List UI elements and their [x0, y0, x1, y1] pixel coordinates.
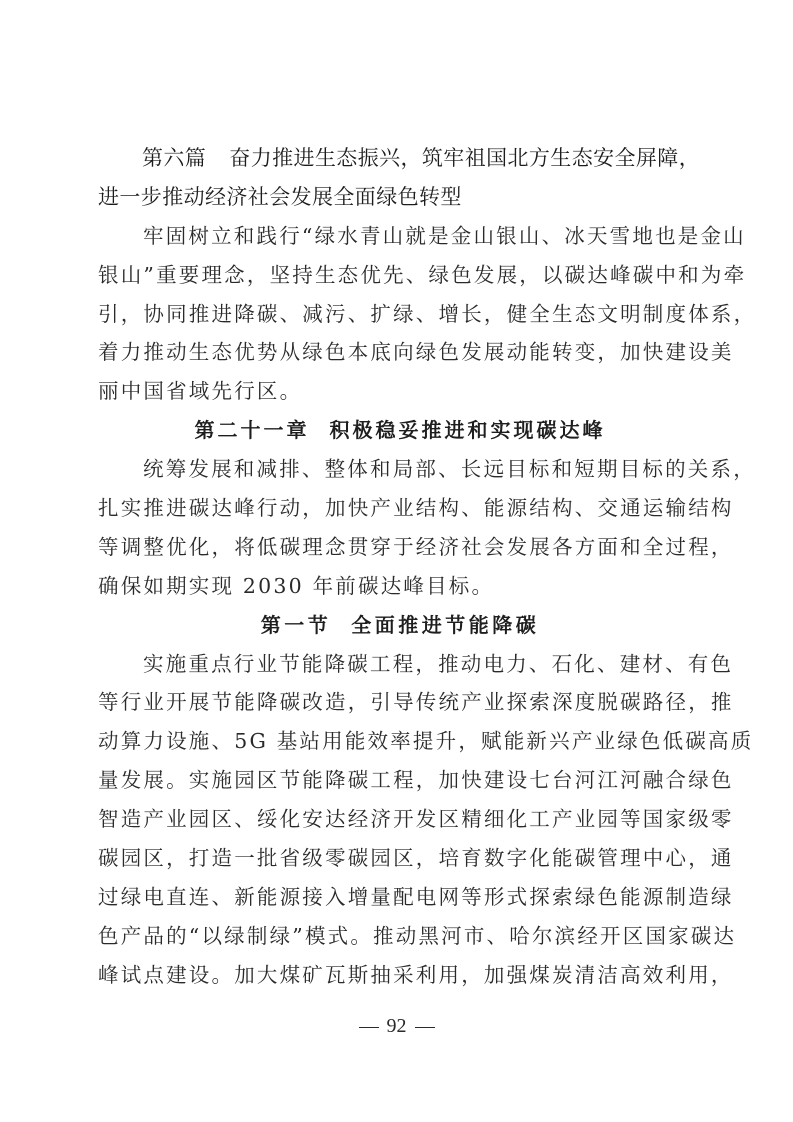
- paragraph-line: 动算力设施、5G 基站用能效率提升，赋能新兴产业绿色低碳高质: [98, 729, 754, 754]
- section-title: 全面推进节能降碳: [351, 612, 540, 637]
- page-number-footer: [0, 1015, 793, 1038]
- paragraph-line: 丽中国省域先行区。: [98, 379, 303, 404]
- right-dash: [415, 1027, 435, 1028]
- chapter-title: 积极稳妥推进和实现碳达峰: [329, 418, 606, 443]
- paragraph-line: 统筹发展和减排、整体和局部、长远目标和短期目标的关系，: [143, 457, 756, 482]
- paragraph-line: 确保如期实现 2030 年前碳达峰目标。: [98, 573, 495, 598]
- part-title-text: 奋力推进生态振兴，筑牢祖国北方生态安全屏障，: [229, 146, 701, 170]
- paragraph-line: 实施重点行业节能降碳工程，推动电力、石化、建材、有色: [143, 651, 734, 676]
- paragraph-line: 碳园区，打造一批省级零碳园区，培育数字化能碳管理中心，通: [98, 846, 734, 871]
- chapter-heading: [98, 411, 694, 450]
- paragraph-line: 等调整优化，将低碳理念贯穿于经济社会发展各方面和全过程，: [98, 534, 734, 559]
- paragraph-line: 扎实推进碳达峰行动，加快产业结构、能源结构、交通运输结构: [98, 496, 734, 521]
- paragraph-line: 智造产业园区、绥化安达经济开发区精细化工产业园等国家级零: [98, 807, 734, 832]
- left-dash: [359, 1027, 379, 1028]
- paragraph-line: 引，协同推进降碳、减污、扩绿、增长，健全生态文明制度体系，: [98, 301, 757, 326]
- chapter-paragraph: [98, 450, 756, 606]
- section-label: 第一节: [260, 612, 332, 637]
- paragraph-line: 峰试点建设。加大煤矿瓦斯抽采利用，加强煤炭清洁高效利用，: [98, 962, 734, 987]
- page-number: 92: [386, 1015, 407, 1037]
- paragraph-line: 过绿电直连、新能源接入增量配电网等形式探索绿色能源制造绿: [98, 884, 734, 909]
- paragraph-line: 等行业开展节能降碳改造，引导传统产业探索深度脱碳路径，推: [98, 690, 734, 715]
- section-heading: [98, 606, 694, 645]
- part-label: 第六篇: [142, 146, 207, 170]
- paragraph-line: 银山”重要理念，坚持生态优先、绿色发展，以碳达峰碳中和为牵: [98, 262, 747, 287]
- part-title-line-2: 进一步推动经济社会发展全面绿色转型: [98, 184, 462, 209]
- page-content: [98, 139, 757, 995]
- chapter-label: 第二十一章: [194, 418, 310, 443]
- paragraph-line: 量发展。实施园区节能降碳工程，加快建设七台河江河融合绿色: [98, 768, 734, 793]
- part-title-line-1: [98, 139, 701, 178]
- section-paragraph: [98, 645, 754, 995]
- paragraph-line: 色产品的“以绿制绿”模式。推动黑河市、哈尔滨经开区国家碳达: [98, 923, 737, 948]
- paragraph-line: 牢固树立和践行“绿水青山就是金山银山、冰天雪地也是金山: [143, 223, 746, 248]
- paragraph-line: 着力推动生态优势从绿色本底向绿色发展动能转变，加快建设美: [98, 340, 734, 365]
- intro-paragraph: [98, 217, 757, 411]
